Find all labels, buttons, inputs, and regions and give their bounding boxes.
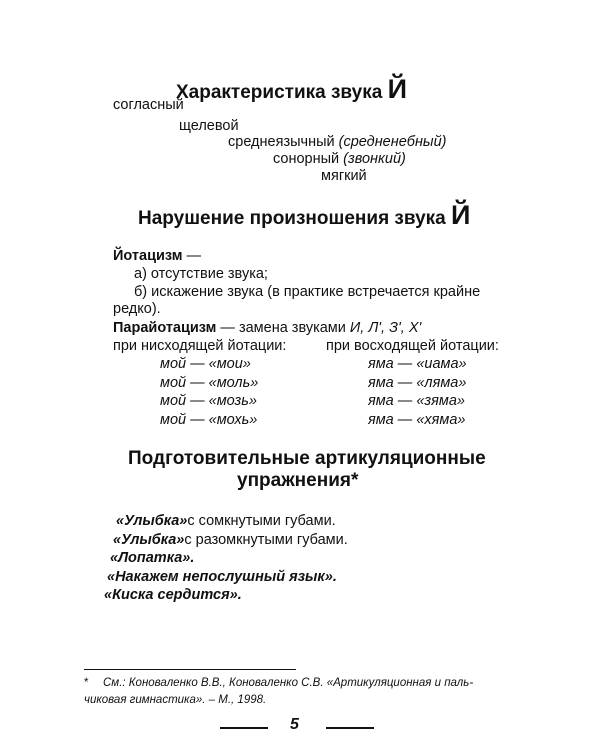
characteristic-text: сонорный	[273, 151, 344, 167]
pair-word: мой	[160, 375, 187, 391]
pair-dash: —	[397, 412, 413, 428]
iotacism-term: Йотацизм	[113, 248, 183, 264]
paraiotacism-definition	[113, 320, 421, 336]
footnote-line1: См.: Коноваленко В.В., Коноваленко С.В. «Артикуляционная и паль-	[103, 677, 474, 689]
pair-substitute: «мои»	[208, 356, 251, 372]
pair-substitute: «хяма»	[416, 412, 466, 428]
exercise-item	[104, 587, 242, 603]
exercise-name: «Накажем непослушный язык».	[107, 569, 337, 585]
pair-dash: —	[397, 375, 413, 391]
exercise-item	[110, 550, 194, 566]
substitution-pair	[368, 412, 465, 428]
substitution-pair	[368, 375, 466, 391]
pair-substitute: «ляма»	[416, 375, 467, 391]
title-letter: Й	[387, 74, 407, 104]
pair-dash: —	[397, 356, 413, 372]
section-title-exercises-line1: Подготовительные артикуляционные	[128, 448, 486, 469]
characteristic-line	[228, 134, 446, 150]
characteristic-text: согласный	[113, 97, 184, 113]
characteristic-line	[179, 118, 239, 134]
exercise-description: с разомкнутыми губами.	[184, 532, 348, 548]
substitution-pair	[368, 356, 467, 372]
title-text: Нарушение произношения звука	[138, 208, 446, 229]
pair-word: мой	[160, 393, 187, 409]
characteristic-note: (звонкий)	[343, 151, 406, 167]
characteristic-text: щелевой	[179, 118, 239, 134]
pair-substitute: «мозь»	[208, 393, 257, 409]
exercise-name: «Улыбка»	[113, 532, 185, 548]
exercise-item	[107, 569, 337, 585]
exercise-name: «Улыбка»	[116, 513, 188, 529]
substitution-pair	[160, 393, 257, 409]
list-item-b-continued: редко).	[113, 301, 161, 317]
iotacism-definition	[113, 248, 201, 264]
list-item-b: б) искажение звука (в практике встречается крайне	[134, 284, 481, 300]
pair-word: мой	[160, 412, 187, 428]
pair-substitute: «иама»	[416, 356, 467, 372]
characteristic-line	[273, 151, 406, 167]
descending-label: при нисходящей йотации:	[113, 338, 287, 354]
title-text: Характеристика звука	[176, 82, 383, 103]
characteristic-note: (средненебный)	[338, 134, 447, 150]
characteristic-text: среднеязычный	[228, 134, 339, 150]
exercise-name: «Лопатка».	[110, 550, 195, 566]
pair-word: мой	[160, 356, 187, 372]
pair-dash: —	[190, 375, 205, 391]
exercise-name: «Киска сердится».	[104, 587, 242, 603]
characteristic-line	[321, 168, 367, 184]
pair-dash: —	[190, 356, 205, 372]
pair-substitute: «мохь»	[208, 412, 258, 428]
substitution-pair	[160, 356, 251, 372]
pair-dash: —	[397, 393, 413, 409]
pair-substitute: «зяма»	[416, 393, 465, 409]
exercise-description: с сомкнутыми губами.	[187, 513, 336, 529]
page-number-rule-left	[220, 727, 268, 729]
page-number-rule-right	[326, 727, 374, 729]
pair-substitute: «моль»	[208, 375, 259, 391]
pair-word: яма	[368, 356, 394, 372]
characteristic-line	[113, 97, 184, 113]
paraiotacism-sounds: И, Л', З', Х'	[349, 320, 422, 336]
section-title-exercises-line2: упражнения*	[237, 470, 359, 491]
pair-dash: —	[190, 412, 205, 428]
paraiotacism-term: Парайотацизм	[113, 320, 217, 336]
footnote-separator	[84, 669, 296, 670]
page-number: 5	[290, 716, 299, 733]
section-title-pronunciation-disorder	[138, 200, 470, 231]
exercise-item	[116, 513, 336, 529]
substitution-pair	[160, 412, 257, 428]
pair-word: яма	[368, 375, 394, 391]
section-title-sound-characteristics	[176, 74, 407, 105]
pair-word: яма	[368, 393, 394, 409]
ascending-label: при восходящей йотации:	[326, 338, 499, 354]
pair-word: яма	[368, 412, 394, 428]
iotacism-dash: —	[182, 248, 202, 264]
footnote-line2: чиковая гимнастика». – М., 1998.	[84, 694, 267, 706]
exercise-item	[113, 532, 348, 548]
paraiotacism-text: — замена звуками	[216, 320, 350, 336]
substitution-pair	[368, 393, 465, 409]
pair-dash: —	[190, 393, 205, 409]
list-item-a: а) отсутствие звука;	[134, 266, 268, 282]
footnote-mark: *	[84, 677, 89, 689]
substitution-pair	[160, 375, 258, 391]
title-letter: Й	[451, 200, 471, 230]
characteristic-text: мягкий	[321, 168, 367, 184]
